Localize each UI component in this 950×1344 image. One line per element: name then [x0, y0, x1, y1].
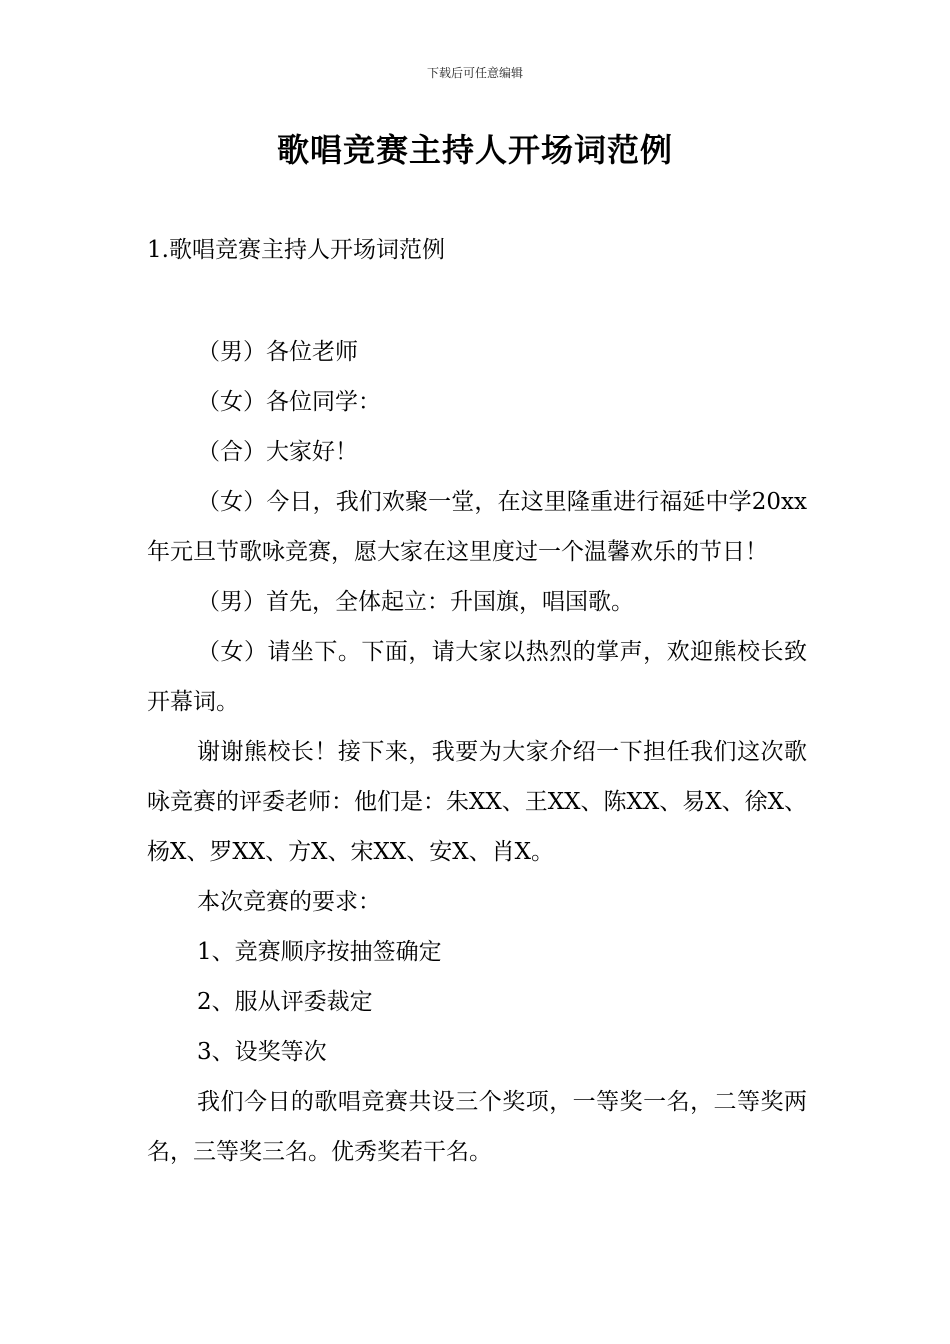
paragraph-female-greeting: （女）各位同学： [197, 389, 381, 415]
paragraph-anthem: （男）首先，全体起立：升国旗，唱国歌。 [197, 589, 634, 615]
paragraph-requirement-1: 1、竞赛顺序按抽签确定 [197, 939, 442, 965]
paragraph-requirement-3: 3、设奖等次 [197, 1039, 327, 1065]
paragraph-joint-greeting: （合）大家好！ [197, 439, 358, 465]
paragraph-requirements-heading: 本次竞赛的要求： [197, 889, 381, 915]
paragraph-judges: 谢谢熊校长！接下来，我要为大家介绍一下担任我们这次歌咏竞赛的评委老师：他们是：朱XX、王XX、陈XX、易X、徐X、杨X、罗XX、方X、宋XX、安X、肖X。 [147, 739, 807, 865]
paragraph-male-greeting: （男）各位老师 [197, 339, 358, 365]
paragraph-requirement-2: 2、服从评委裁定 [197, 989, 373, 1015]
paragraph-opening: （女）今日，我们欢聚一堂，在这里隆重进行福延中学20xx年元旦节歌咏竞赛，愿大家在这里度过一个温馨欢乐的节日！ [147, 489, 807, 565]
document-title: 歌唱竞赛主持人开场词范例 [276, 131, 673, 169]
paragraph-principal-speech: （女）请坐下。下面，请大家以热烈的掌声，欢迎熊校长致开幕词。 [147, 639, 807, 715]
page-header-note: 下载后可任意编辑 [426, 66, 523, 80]
section-heading: 1.歌唱竞赛主持人开场词范例 [147, 237, 445, 263]
paragraph-awards: 我们今日的歌唱竞赛共设三个奖项，一等奖一名，二等奖两名，三等奖三名。优秀奖若干名。 [147, 1089, 807, 1165]
document-body [147, 327, 807, 1177]
